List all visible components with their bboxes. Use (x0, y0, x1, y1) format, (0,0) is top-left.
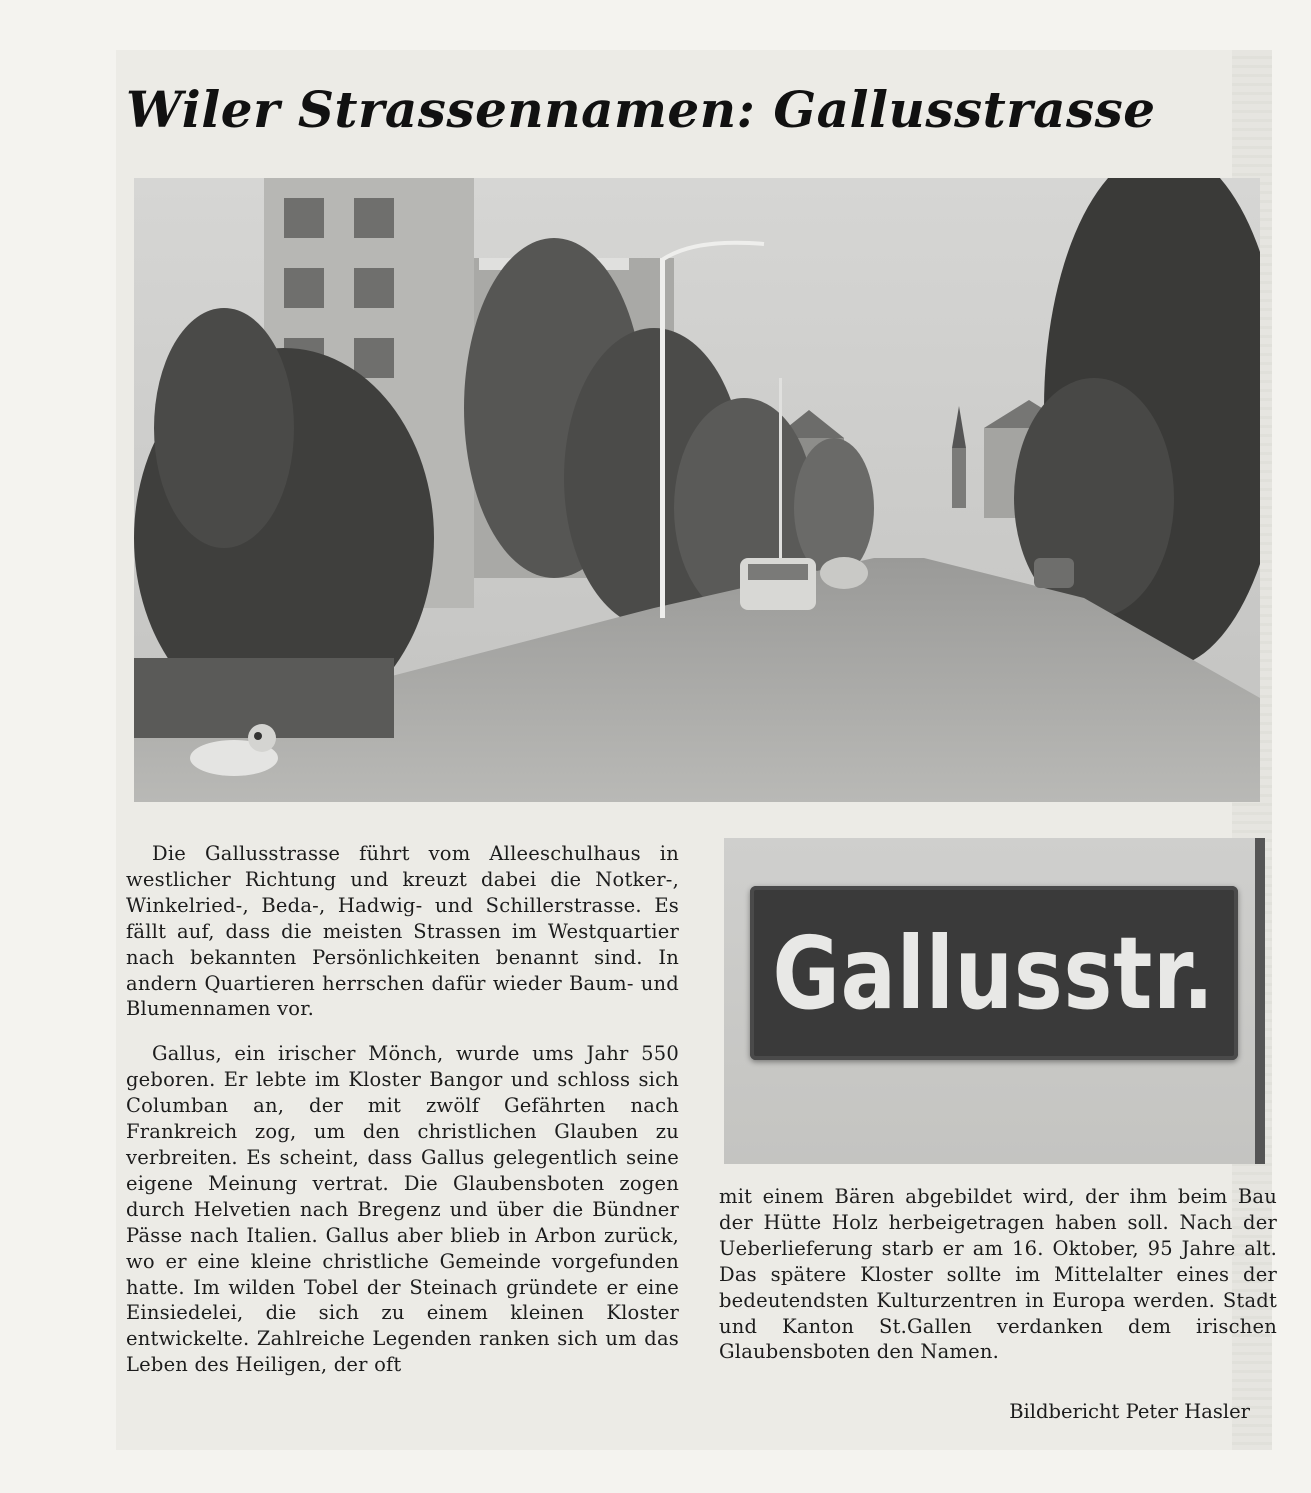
photo-credit: Bildbericht Peter Hasler (1009, 1400, 1250, 1423)
article-paragraph: mit einem Bären abgebildet wird, der ihm beim Bau der Hütte Holz herbeigetragen haben soll. Nach der Ueberlieferung starb er am 16. Oktober, 95 Jahre alt. Das spätere Kloster sollte im Mittelalter eines der bedeutendsten Kulturzentren in Europa werden. Stadt und Kanton St.Gallen verdanken dem irischen Glaubensboten den Namen. (719, 1185, 1277, 1364)
article-column-left (126, 841, 679, 1378)
article-paragraph: Gallus, ein irischer Mönch, wurde ums Jahr 550 geboren. Er lebte im Kloster Bangor und schloss sich Columban an, der mit zwölf Gefährten nach Frankreich zog, um den christlichen Glauben zu verbreiten. Es scheint, dass Gallus gelegentlich seine eigene Meinung vertrat. Die Glaubensboten zogen durch Helvetien nach Bregenz und über die Bündner Pässe nach Italien. Gallus aber blieb in Arbon zurück, wo er eine kleine christliche Gemeinde vorgefunden hatte. Im wilden Tobel der Steinach gründete er eine Einsiedelei, die sich zu einem kleinen Kloster entwickelte. Zahlreiche Legenden ranken sich um das Leben des Heiligen, der oft (126, 1042, 679, 1377)
street-scene-illustration (134, 178, 1260, 802)
street-sign-text: Gallusstr. (772, 914, 1216, 1032)
headline: Wiler Strassennamen: Gallusstrasse (126, 80, 1156, 139)
street-sign-photo (724, 838, 1265, 1164)
street-sign-plate (750, 886, 1238, 1060)
article-column-right (719, 1184, 1277, 1365)
street-photo (134, 178, 1260, 802)
article-paragraph: Die Gallusstrasse führt vom Alleeschulhaus in westlicher Richtung und kreuzt dabei die Notker-, Winkelried-, Beda-, Hadwig- und Schillerstrasse. Es fällt auf, dass die meisten Strassen im Westquartier nach bekannten Persönlichkeiten benannt sind. In andern Quartieren herrschen dafür wieder Baum- und Blumennamen vor. (126, 842, 679, 1021)
